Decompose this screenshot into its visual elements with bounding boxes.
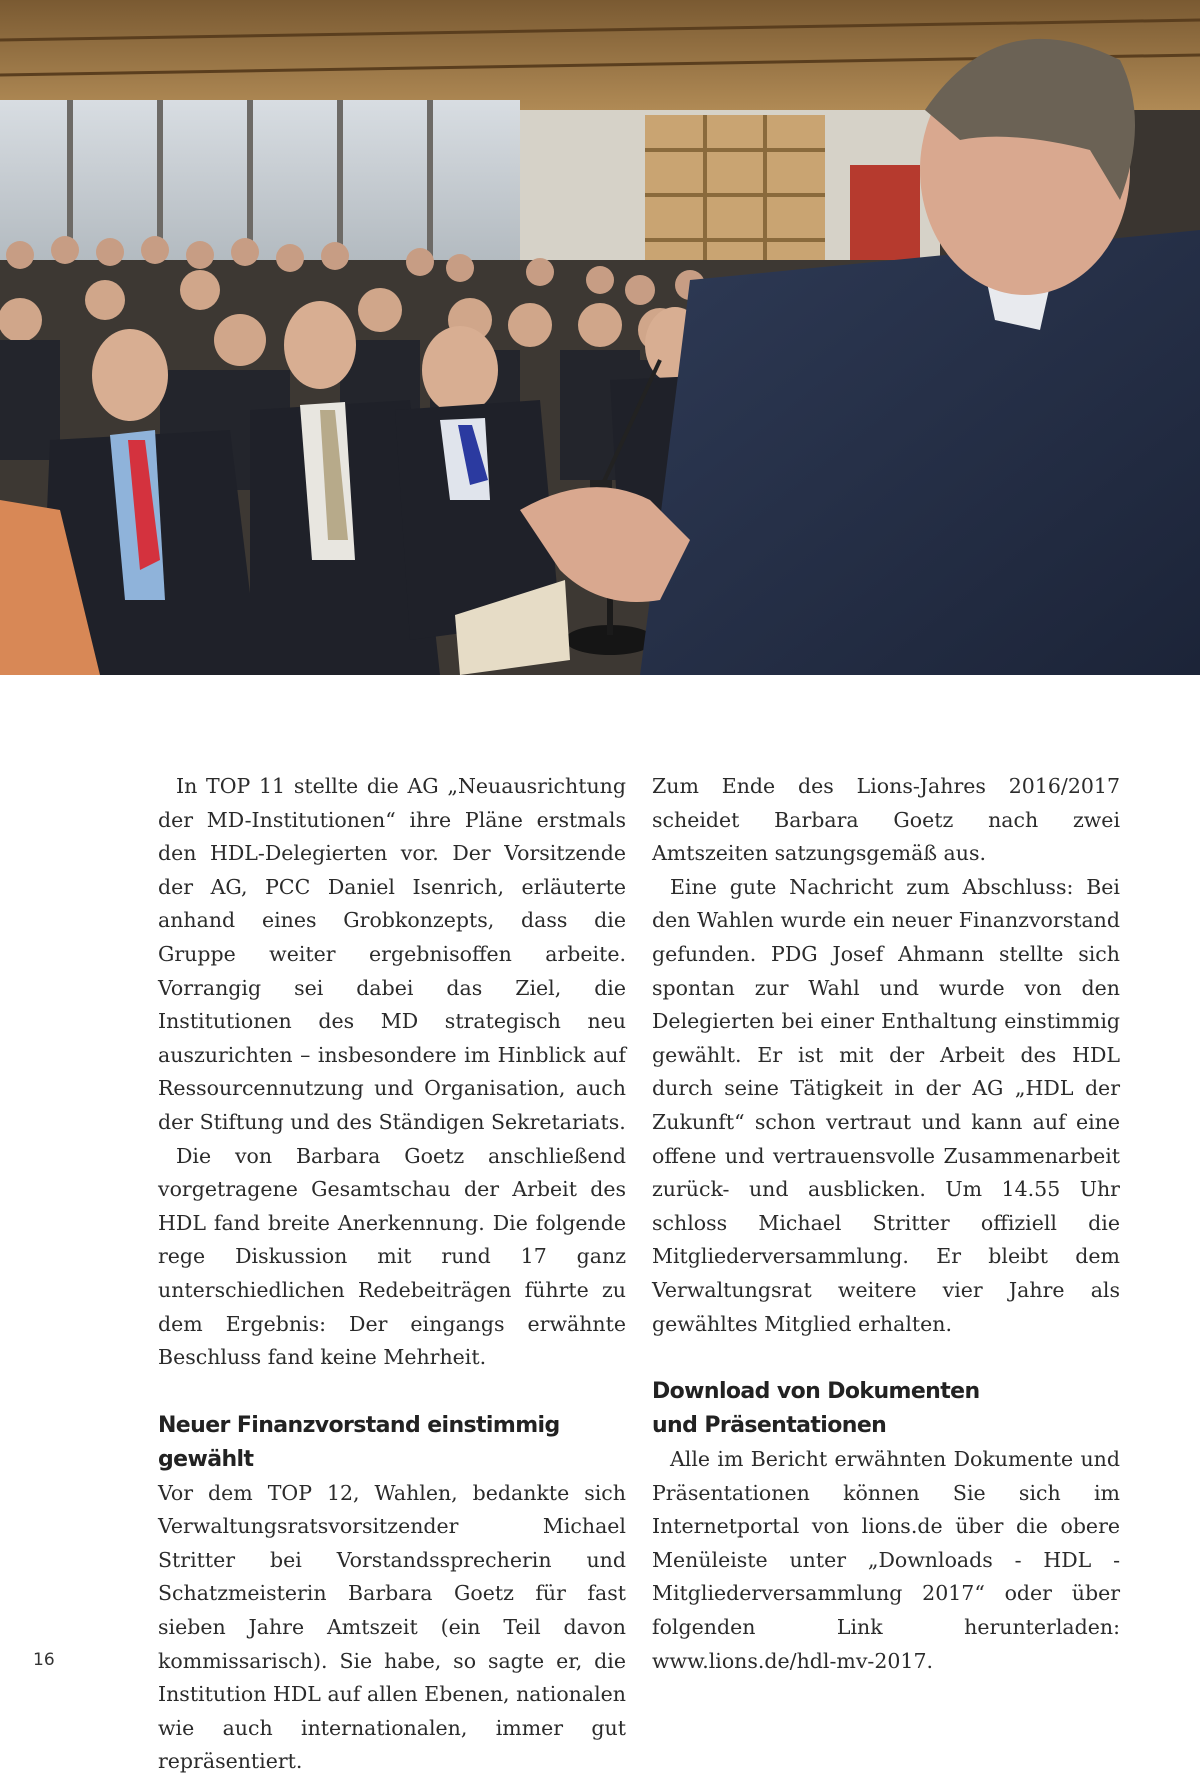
right-section-heading: [652, 1375, 1120, 1443]
spacer: [652, 1341, 1120, 1375]
left-section-heading: Neuer Finanzvorstand einstimmig gewählt: [158, 1412, 560, 1472]
spacer: [158, 1375, 626, 1409]
photo-conference-audience-speaker: [0, 0, 1200, 675]
right-paragraph-1: Zum Ende des Lions-Jahres 2016/2017 scheidet Barbara Goetz nach zwei Amtszeiten satzungsgemäß aus.: [652, 774, 1120, 866]
left-paragraph-3: Vor dem TOP 12, Wahlen, bedankte sich Verwaltungsratsvorsitzender Michael Stritter bei Vorstandssprecherin und Schatzmeisterin Barbara Goetz für fast sieben Jahre Amtszeit (ein Teil davon kommissarisch). Sie habe, so sagte er, die Institution HDL auf allen Ebenen, nationalen wie auch internationalen, immer gut repräsentiert.: [158, 1480, 626, 1774]
left-column: [158, 770, 626, 1779]
right-heading-line-1: Download von Dokumenten: [652, 1379, 980, 1405]
left-paragraph-1: In TOP 11 stellte die AG „Neuausrichtung der MD-Institutionen“ ihre Pläne erstmals den HDL-Delegierten vor. Der Vorsitzende der AG, PCC Daniel Isenrich, erläuterte anhand eines Grobkonzepts, dass die Gruppe weiter ergebnisoffen arbeite. Vorrangig sei dabei das Ziel, die Institutionen des MD strategisch neu auszurichten – insbesondere im Hinblick auf Ressourcennutzung und Organisation, auch der Stiftung und des Ständigen Sekretariats.: [158, 774, 626, 1134]
right-paragraph-2: Eine gute Nachricht zum Abschluss: Bei den Wahlen wurde ein neuer Finanzvorstand gefunden. PDG Josef Ahmann stellte sich spontan zur Wahl und wurde von den Delegierten bei einer Enthaltung einstimmig gewählt. Er ist mit der Arbeit des HDL durch seine Tätigkeit in der AG „HDL der Zukunft“ schon vertraut und kann auf eine offene und vertrauensvolle Zusammenarbeit zurück- und ausblicken. Um 14.55 Uhr schloss Michael Stritter offiziell die Mitgliederversammlung. Er bleibt dem Verwaltungsrat weitere vier Jahre als gewähltes Mitglied erhalten.: [652, 874, 1120, 1336]
left-paragraph-2: Die von Barbara Goetz anschließend vorgetragene Gesamtschau der Arbeit des HDL fand breite Anerkennung. Die folgende rege Diskussion mit rund 17 ganz unterschiedlichen Redebeiträgen führte zu dem Ergebnis: Der eingangs erwähnte Beschluss fand keine Mehrheit.: [158, 1143, 626, 1370]
right-heading-line-2: und Präsentationen: [652, 1413, 887, 1439]
right-paragraph-3: Alle im Bericht erwähnten Dokumente und Präsentationen können Sie sich im Internetportal von lions.de über die obere Menüleiste unter „Downloads - HDL - Mitgliederversammlung 2017“ oder über folgenden Link herunterladen: www.lions.de/hdl-mv-2017.: [652, 1447, 1120, 1673]
page-number: 16: [33, 1650, 55, 1670]
right-column: [652, 770, 1120, 1678]
conference-photo: [0, 0, 1200, 675]
